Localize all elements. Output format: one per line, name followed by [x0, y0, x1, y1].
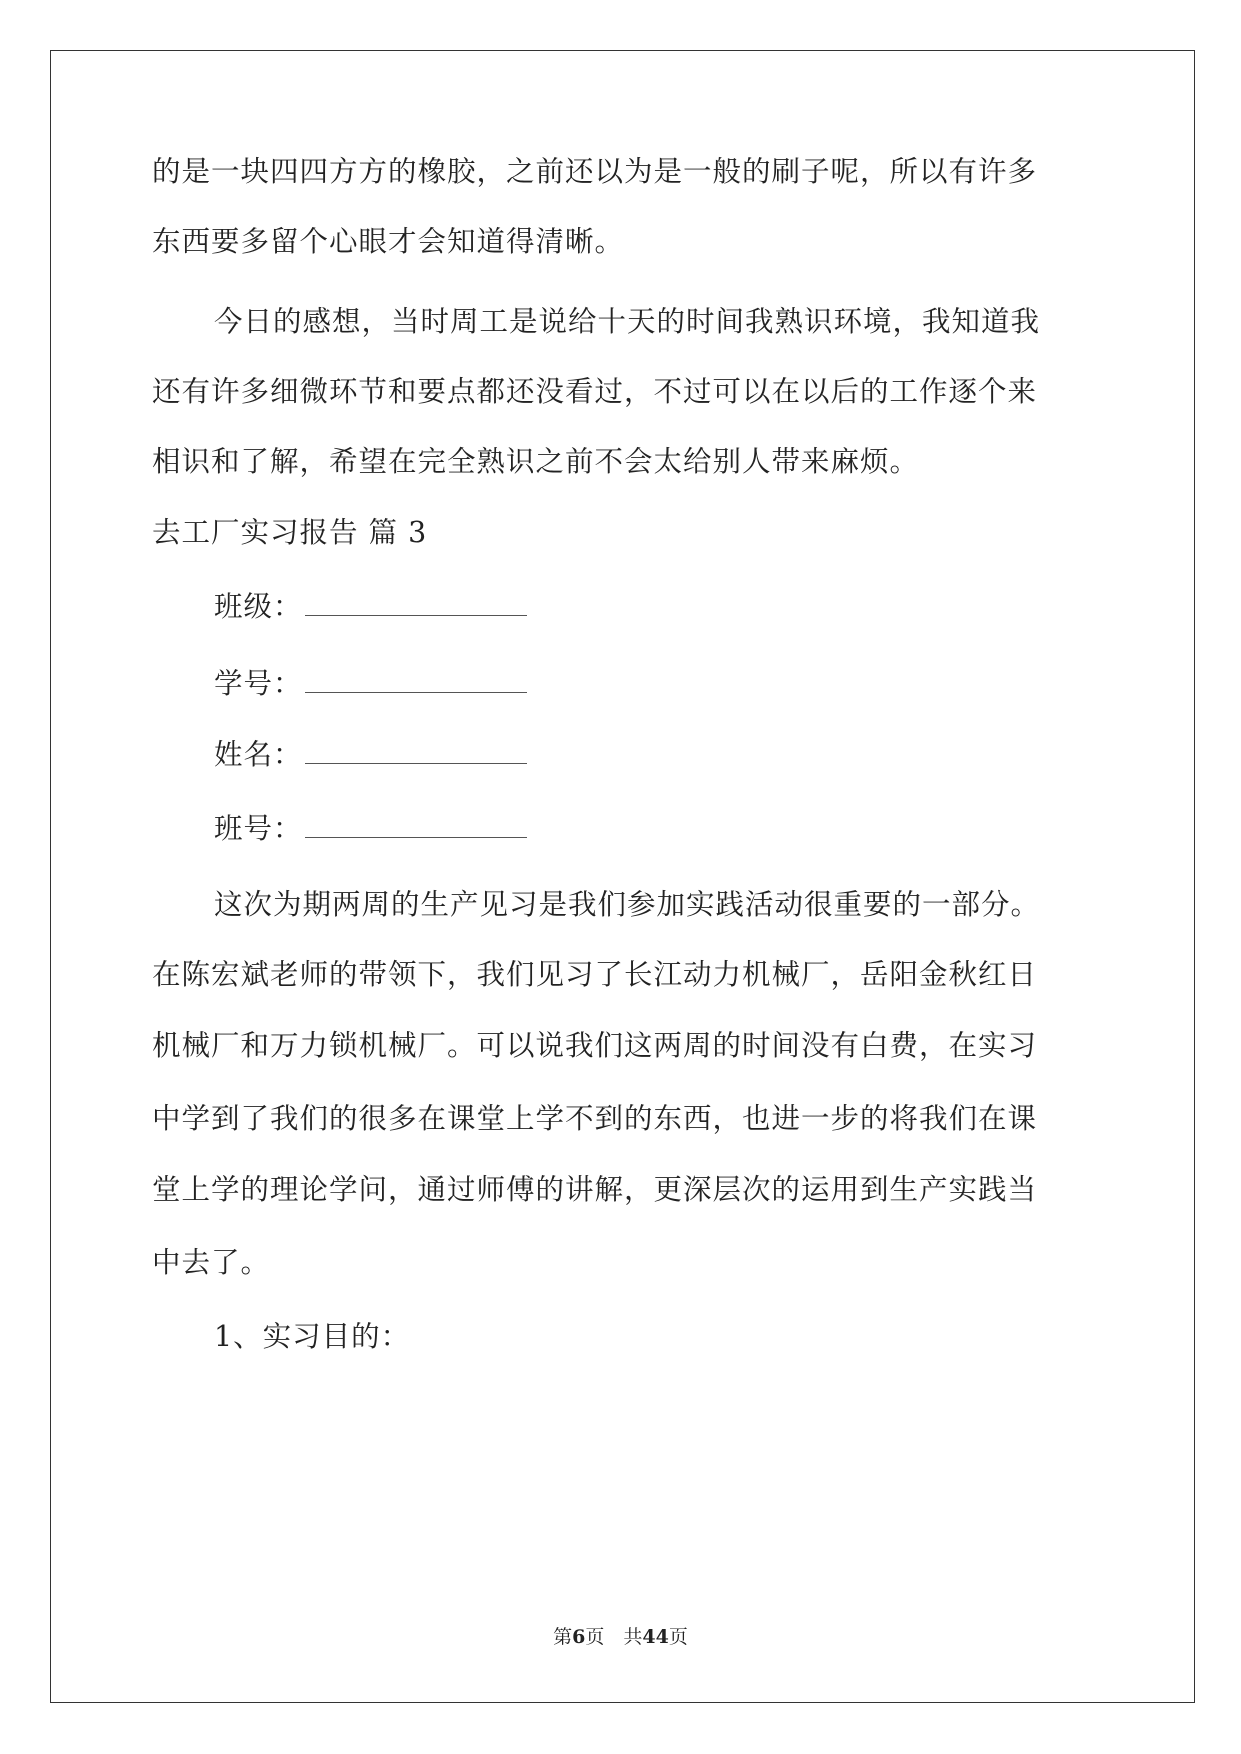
footer-suffix: 页	[668, 1626, 688, 1648]
paragraph-line: 这次为期两周的生产见习是我们参加实践活动很重要的一部分。	[214, 888, 1041, 921]
form-field-class	[214, 587, 527, 627]
total-pages: 44	[642, 1626, 669, 1648]
footer-mid: 页 共	[585, 1626, 643, 1648]
field-label: 班号：	[214, 812, 303, 845]
form-field-class-no	[214, 809, 527, 849]
blank-line	[305, 817, 527, 838]
form-field-name	[214, 735, 527, 775]
paragraph-line: 相识和了解，希望在完全熟识之前不会太给别人带来麻烦。	[152, 445, 920, 478]
blank-line	[305, 595, 527, 616]
field-label: 班级：	[214, 590, 303, 623]
paragraph-line: 的是一块四四方方的橡胶，之前还以为是一般的刷子呢，所以有许多	[152, 155, 1038, 188]
paragraph-line: 中去了。	[152, 1246, 271, 1279]
paragraph-line: 东西要多留个心眼才会知道得清晰。	[152, 225, 625, 258]
paragraph-line: 在陈宏斌老师的带领下，我们见习了长江动力机械厂，岳阳金秋红日	[152, 958, 1038, 991]
paragraph-line: 中学到了我们的很多在课堂上学不到的东西，也进一步的将我们在课	[152, 1102, 1038, 1135]
page-number: 6	[572, 1626, 586, 1648]
footer-prefix: 第	[553, 1626, 573, 1648]
heading-1: 1、实习目的：	[214, 1320, 411, 1353]
section-title: 去工厂实习报告 篇 3	[152, 516, 428, 549]
field-label: 姓名：	[214, 738, 303, 771]
page-footer	[0, 1625, 1241, 1649]
paragraph-line: 堂上学的理论学问，通过师傅的讲解，更深层次的运用到生产实践当	[152, 1173, 1038, 1206]
page-border	[50, 50, 1195, 1703]
field-label: 学号：	[214, 667, 303, 700]
blank-line	[305, 743, 527, 764]
form-field-student-no	[214, 664, 527, 704]
paragraph-line: 还有许多细微环节和要点都还没看过，不过可以在以后的工作逐个来	[152, 375, 1038, 408]
paragraph-line: 机械厂和万力锁机械厂。可以说我们这两周的时间没有白费，在实习	[152, 1029, 1038, 1062]
blank-line	[305, 672, 527, 693]
paragraph-line: 今日的感想，当时周工是说给十天的时间我熟识环境，我知道我	[214, 305, 1041, 338]
